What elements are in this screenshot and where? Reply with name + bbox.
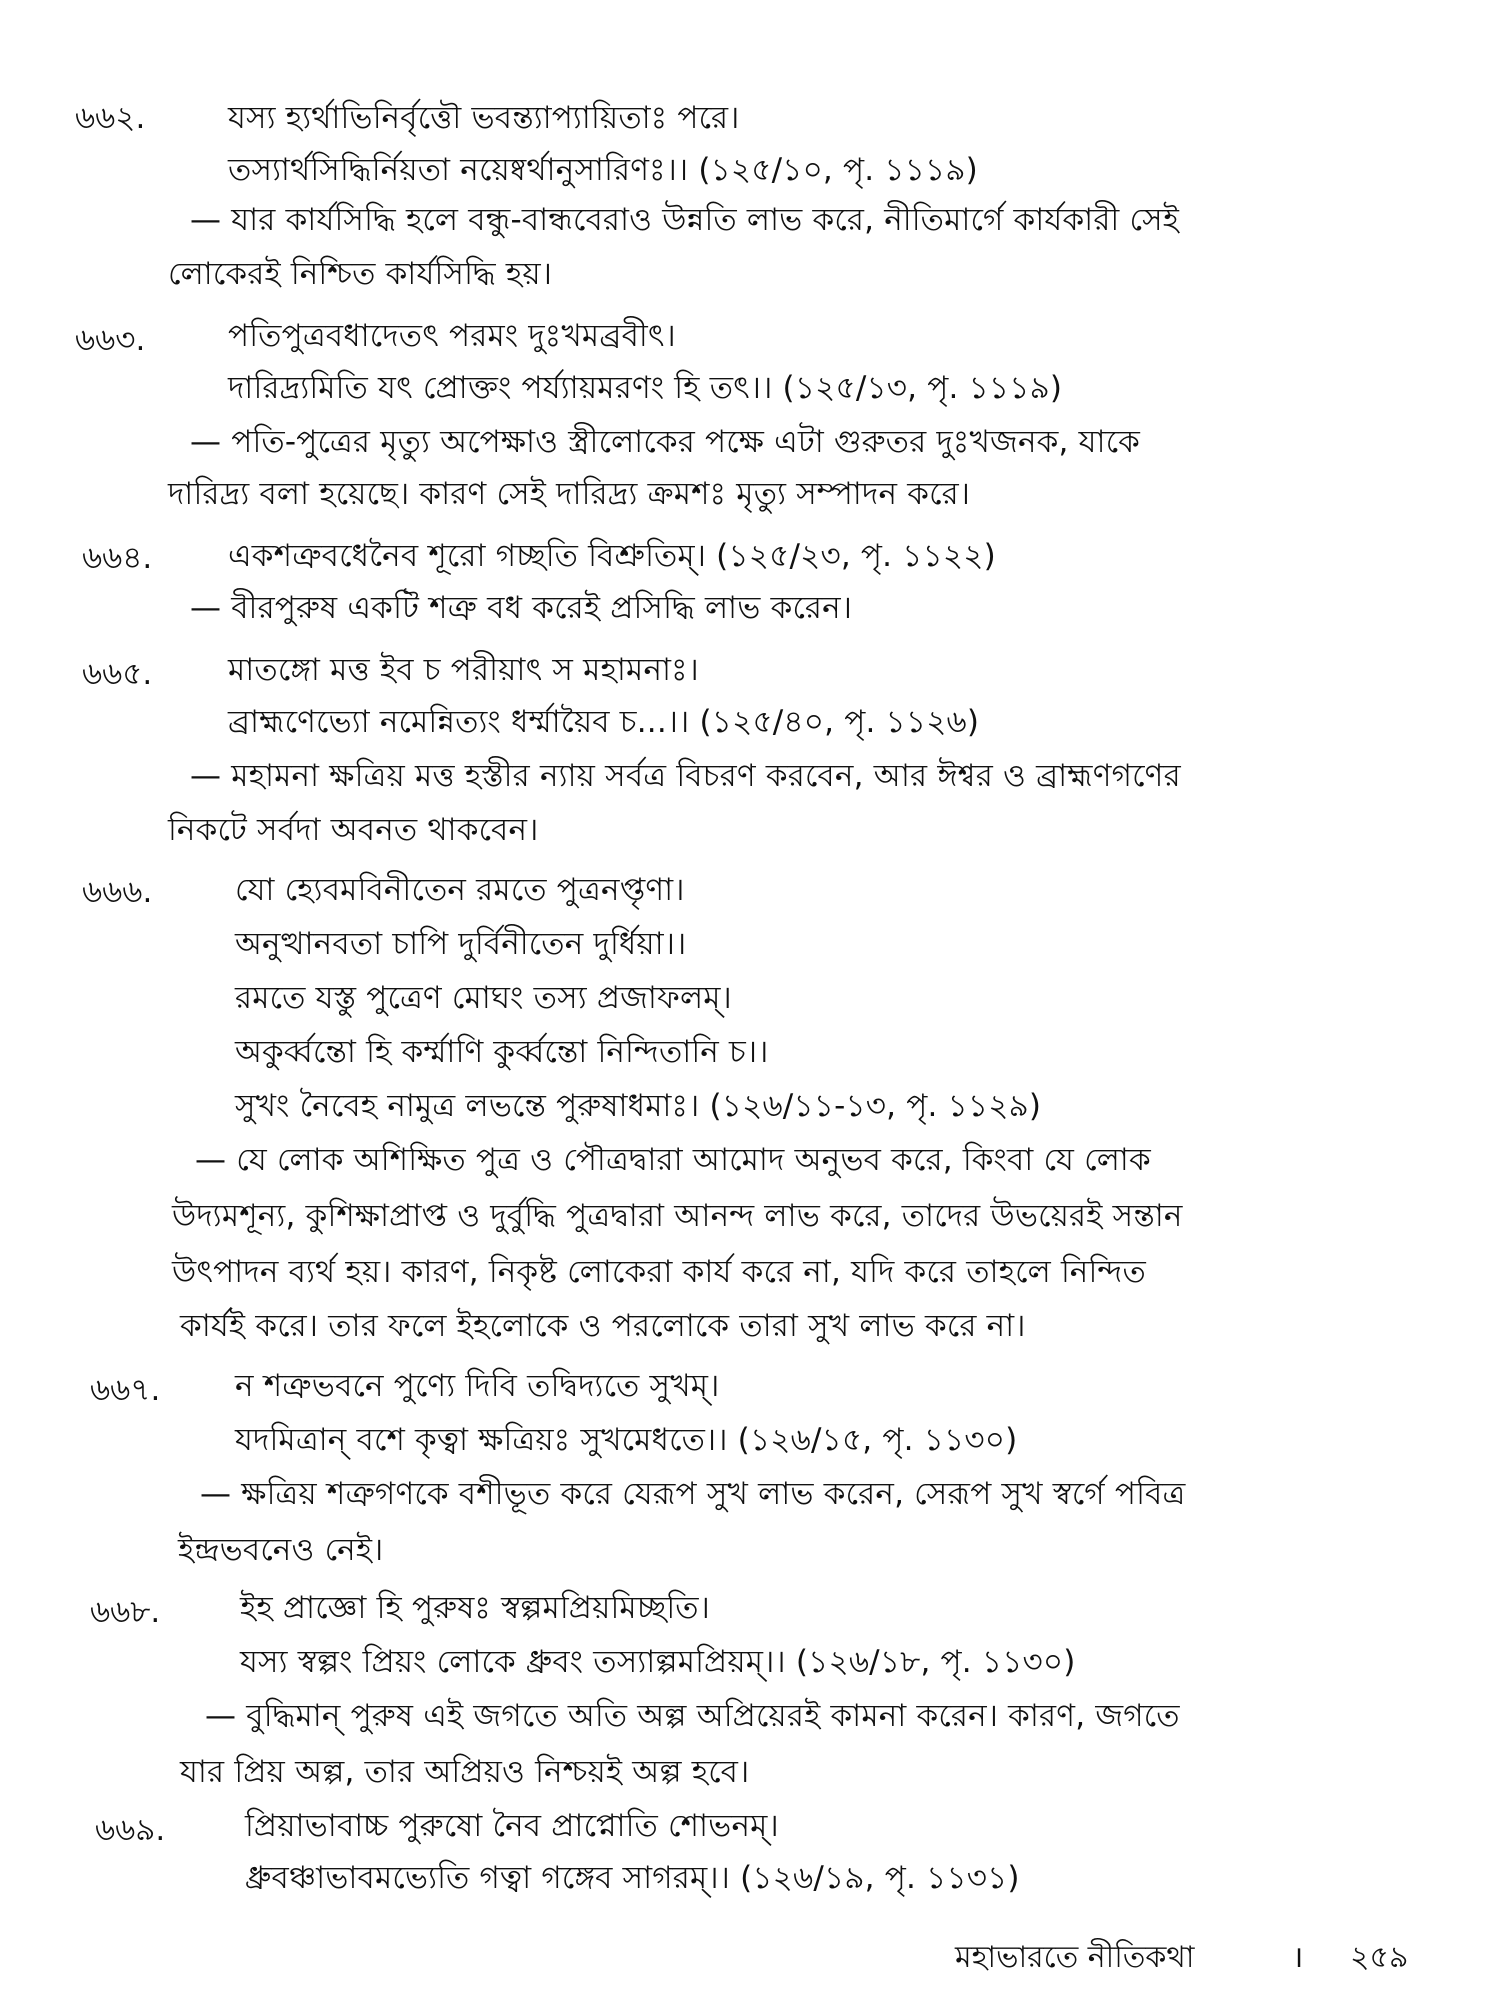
meaning-line: দারিদ্র্য বলা হয়েছে। কারণ সেই দারিদ্র্য ক্রমশঃ মৃত্যু সম্পাদন করে।: [168, 476, 971, 512]
meaning-line: উদ্যমশূন্য, কুশিক্ষাপ্রাপ্ত ও দুর্বুদ্ধি পুত্রদ্বারা আনন্দ লাভ করে, তাদের উভয়েরই সন্তান: [172, 1198, 1183, 1234]
verse-line: মাতঙ্গো মত্ত ইব চ পরীয়াৎ স মহামনাঃ।: [228, 652, 699, 688]
verse-line: একশত্রুবধেনৈব শূরো গচ্ছতি বিশ্রুতিম্। (১২৫/২৩, পৃ. ১১২২): [228, 538, 996, 574]
verse-line: ধ্রুবঞ্চাভাবমভ্যেতি গত্বা গঙ্গেব সাগরম্।। (১২৬/১৯, পৃ. ১১৩১): [245, 1860, 1020, 1896]
meaning-line: — বীরপুরুষ একটি শত্রু বধ করেই প্রসিদ্ধি লাভ করেন।: [190, 590, 853, 626]
entry-number: ৬৬৯.: [95, 1812, 166, 1848]
verse-line: ন শত্রুভবনে পুণ্যে দিবি তদ্বিদ্যতে সুখম্।: [235, 1368, 720, 1404]
meaning-line: লোকেরই নিশ্চিত কার্যসিদ্ধি হয়।: [168, 256, 553, 292]
verse-line: দারিদ্র্যমিতি যৎ প্রোক্তং পর্য্যায়মরণং হি তৎ।। (১২৫/১৩, পৃ. ১১১৯): [228, 370, 1063, 406]
meaning-line: কার্যই করে। তার ফলে ইহলোকে ও পরলোকে তারা সুখ লাভ করে না।: [180, 1308, 1026, 1344]
entry-number: ৬৬৪.: [82, 540, 153, 576]
verse-line: রমতে যস্তু পুত্রেণ মোঘং তস্য প্রজাফলম্।: [235, 980, 732, 1016]
verse-line: ইহ প্রাজ্ঞো হি পুরুষঃ স্বল্পমপ্রিয়মিচ্ছতি।: [240, 1590, 710, 1626]
meaning-line: নিকটে সর্বদা অবনত থাকবেন।: [168, 812, 539, 848]
verse-line: পতিপুত্রবধাদেতৎ পরমং দুঃখমব্রবীৎ।: [228, 318, 676, 354]
verse-line: অনুত্থানবতা চাপি দুর্বিনীতেন দুর্ধিয়া।।: [235, 926, 687, 962]
meaning-line: — মহামনা ক্ষত্রিয় মত্ত হস্তীর ন্যায় সর্বত্র বিচরণ করবেন, আর ঈশ্বর ও ব্রাহ্মণগণের: [190, 758, 1181, 794]
entry-number: ৬৬৩.: [75, 322, 146, 358]
meaning-line: যার প্রিয় অল্প, তার অপ্রিয়ও নিশ্চয়ই অল্প হবে।: [180, 1754, 750, 1790]
footer-separator: ।: [1292, 1940, 1304, 1975]
verse-line: ব্রাহ্মণেভ্যো নমেন্নিত্যং ধর্ম্মায়ৈব চ...।। (১২৫/৪০, পৃ. ১১২৬): [228, 704, 980, 740]
entry-number: ৬৬৫.: [82, 656, 153, 692]
verse-line: অকুর্ব্বন্তো হি কর্ম্মাণি কুর্ব্বন্তো নিন্দিতানি চ।।: [235, 1034, 769, 1070]
running-footer-title: মহাভারতে নীতিকথা: [955, 1940, 1195, 1975]
meaning-line: — বুদ্ধিমান্ পুরুষ এই জগতে অতি অল্প অপ্রিয়েরই কামনা করেন। কারণ, জগতে: [205, 1698, 1180, 1734]
verse-line: তস্যার্থসিদ্ধির্নিয়তা নয়েষ্বর্থানুসারিণঃ।। (১২৫/১০, পৃ. ১১১৯): [228, 152, 978, 188]
page-number: ২৫৯: [1350, 1940, 1409, 1975]
meaning-line: — যে লোক অশিক্ষিত পুত্র ও পৌত্রদ্বারা আমোদ অনুভব করে, কিংবা যে লোক: [195, 1142, 1151, 1178]
meaning-line: — ক্ষত্রিয় শত্রুগণকে বশীভূত করে যেরূপ সুখ লাভ করেন, সেরূপ সুখ স্বর্গে পবিত্র: [200, 1476, 1186, 1512]
meaning-line: — পতি-পুত্রের মৃত্যু অপেক্ষাও স্ত্রীলোকের পক্ষে এটা গুরুতর দুঃখজনক, যাকে: [190, 424, 1141, 460]
verse-line: যস্য হ্যর্থাভিনির্বৃত্তৌ ভবন্ত্যাপ্যায়িতাঃ পরে।: [228, 100, 740, 136]
verse-line: সুখং নৈবেহ নামুত্র লভন্তে পুরুষাধমাঃ। (১২৬/১১-১৩, পৃ. ১১২৯): [235, 1088, 1042, 1124]
meaning-line: ইন্দ্রভবনেও নেই।: [178, 1532, 384, 1568]
entry-number: ৬৬২.: [75, 100, 146, 136]
meaning-line: — যার কার্যসিদ্ধি হলে বন্ধু-বান্ধবেরাও উন্নতি লাভ করে, নীতিমার্গে কার্যকারী সেই: [190, 202, 1180, 238]
entry-number: ৬৬৬.: [82, 874, 153, 910]
verse-line: যদমিত্রান্ বশে কৃত্বা ক্ষত্রিয়ঃ সুখমেধতে।। (১২৬/১৫, পৃ. ১১৩০): [235, 1422, 1018, 1458]
verse-line: যস্য স্বল্পং প্রিয়ং লোকে ধ্রুবং তস্যাল্পমপ্রিয়ম্।। (১২৬/১৮, পৃ. ১১৩০): [240, 1644, 1076, 1680]
meaning-line: উৎপাদন ব্যর্থ হয়। কারণ, নিকৃষ্ট লোকেরা কার্য করে না, যদি করে তাহলে নিন্দিত: [172, 1254, 1146, 1290]
entry-number: ৬৬৭.: [90, 1372, 161, 1408]
entry-number: ৬৬৮.: [90, 1594, 161, 1630]
verse-line: যো হ্যেবমবিনীতেন রমতে পুত্রনপ্তৃণা।: [235, 872, 685, 908]
verse-line: প্রিয়াভাবাচ্চ পুরুষো নৈব প্রাপ্নোতি শোভনম্।: [245, 1808, 779, 1844]
